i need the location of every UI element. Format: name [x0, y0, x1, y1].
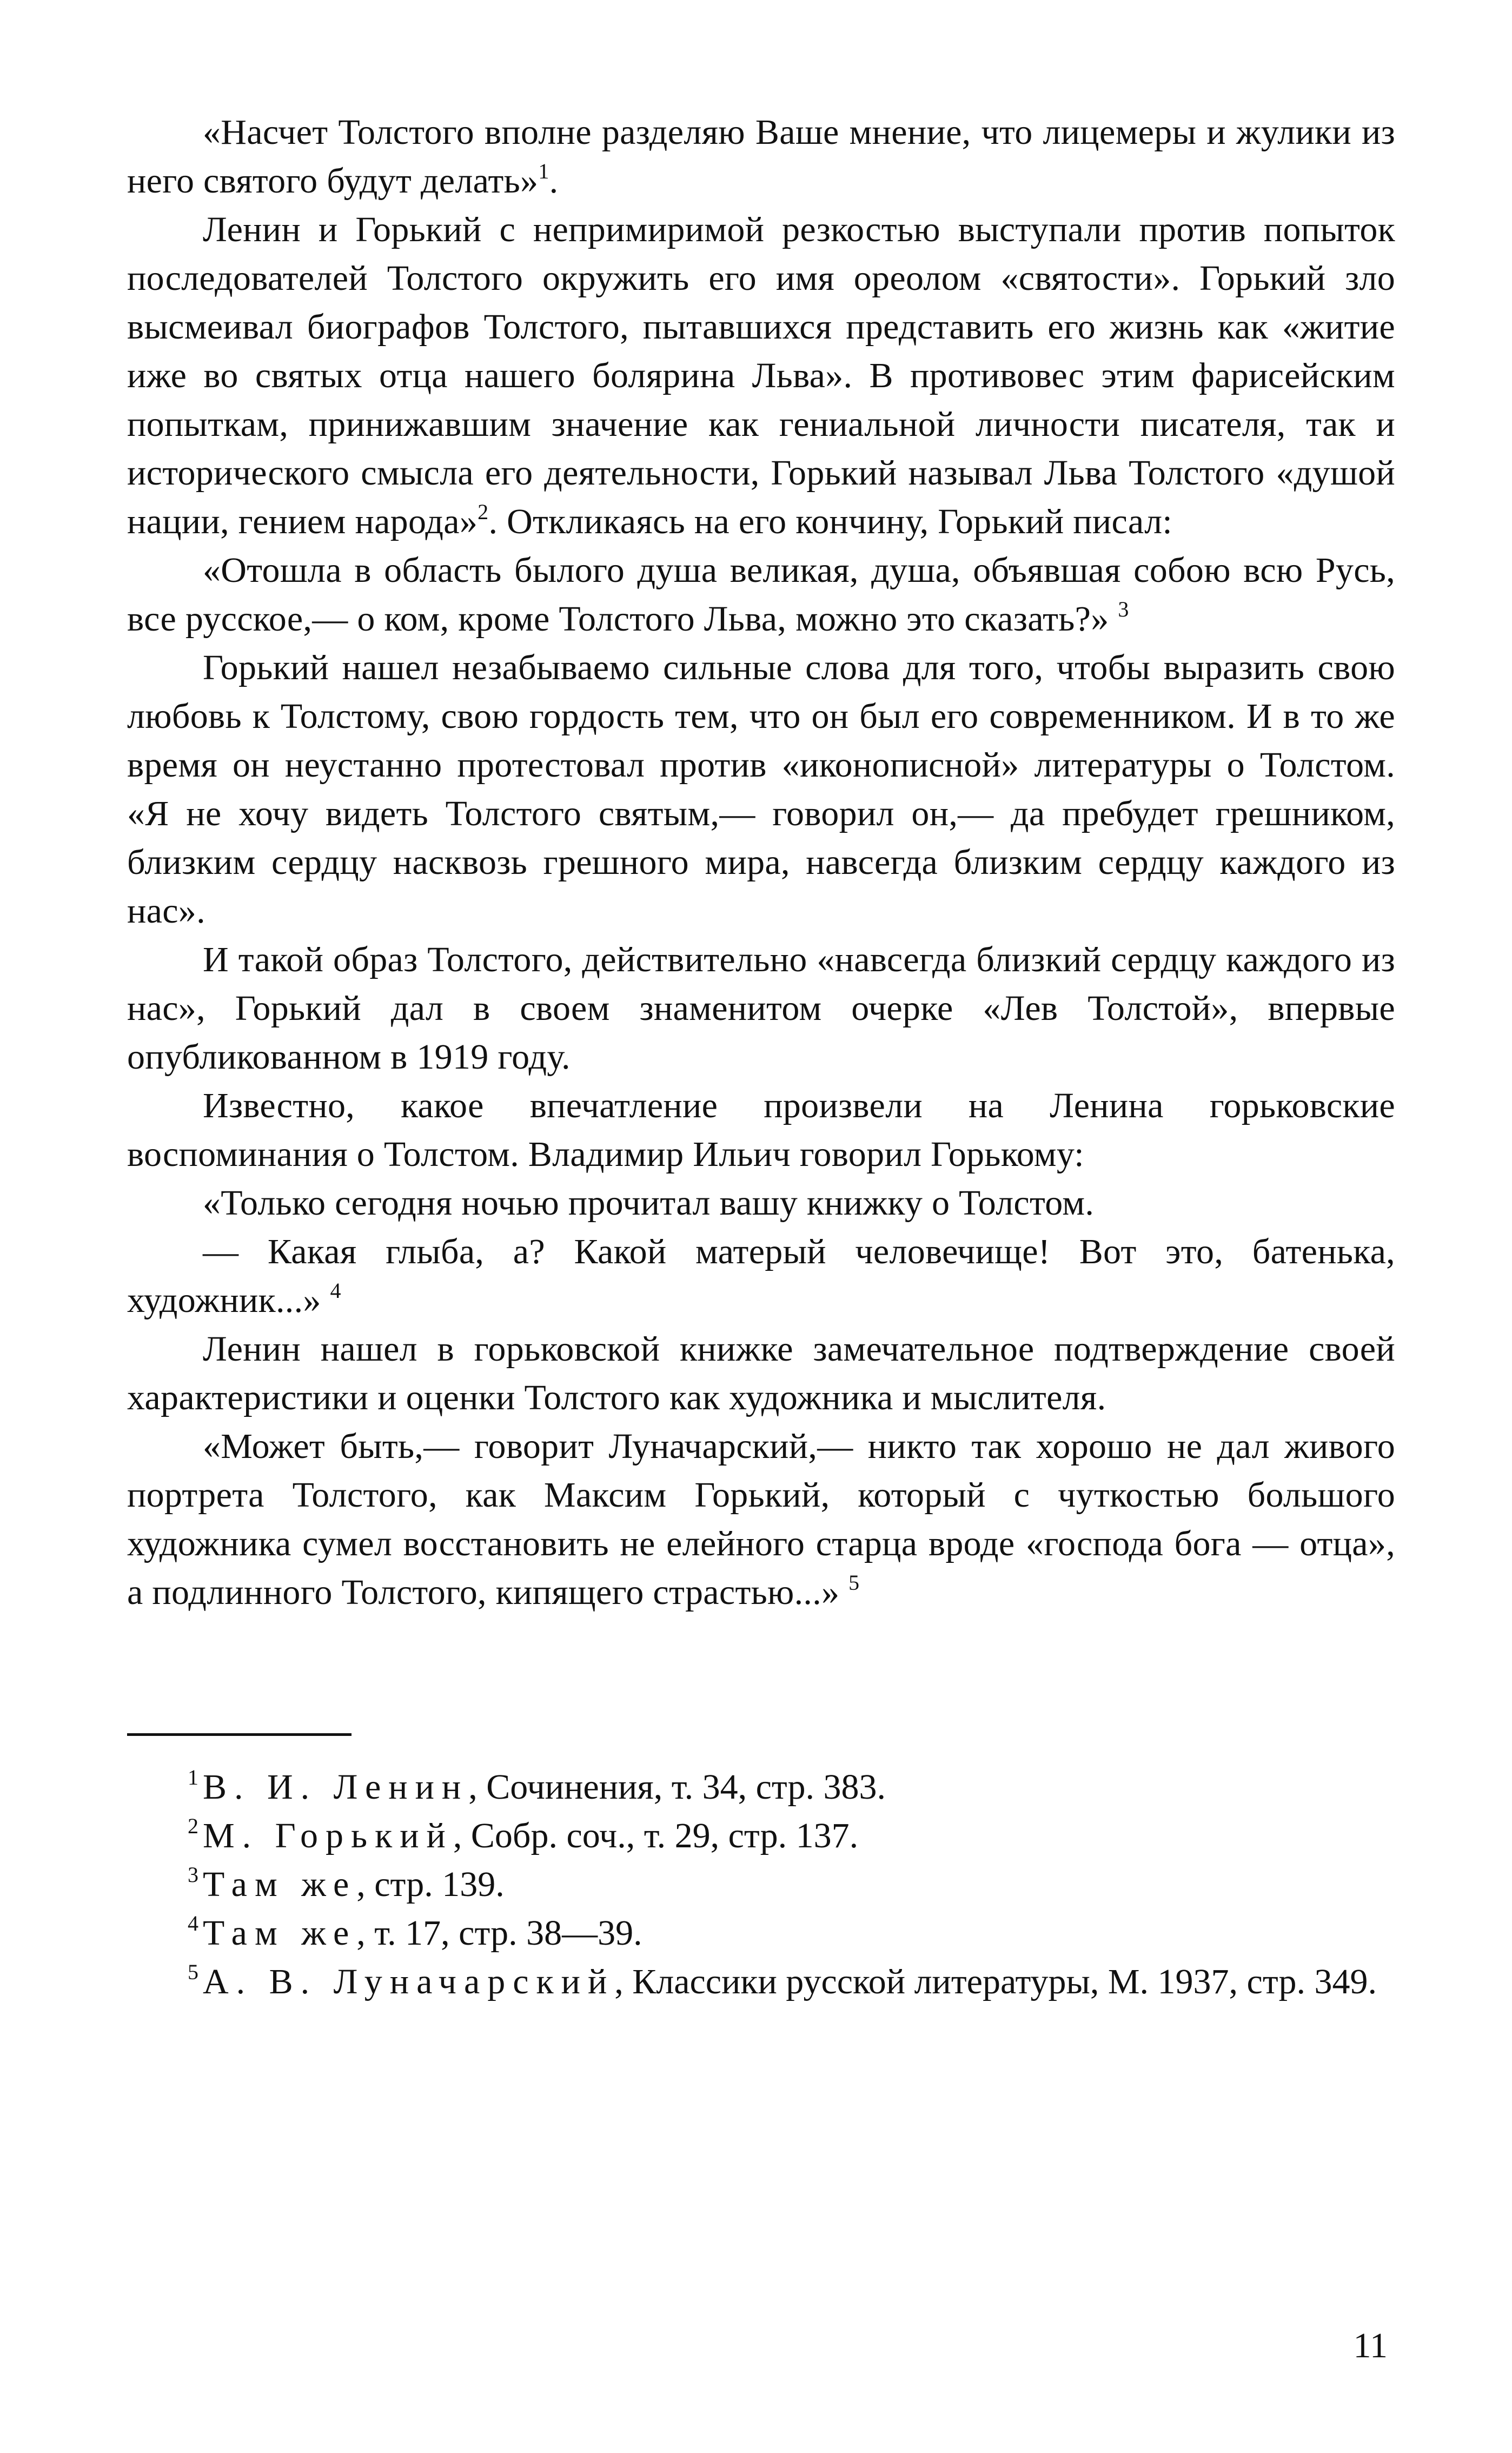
- footnote-ref[interactable]: 5: [848, 1570, 860, 1595]
- footnote-author: М. Горький: [203, 1816, 453, 1855]
- paragraph: И такой образ Толстого, действительно «навсегда близкий сердцу каждого из нас», Горький дал в своем знаменитом очерке «Лев Толстой», впервые опубликованном в 1919 году.: [127, 940, 1395, 1077]
- footnote: $^5$ А. В. Луначарский, Классики русской литературы, М. 1937, стр. 349.: [188, 1960, 1377, 2001]
- footnote-author: В. И. Ленин: [203, 1767, 469, 1807]
- paragraph: «Отошла в область былого душа великая, душа, объявшая собою всю Русь, все русское,— о ком, кроме Толстого Льва, можно это сказать?» $^3$: [127, 551, 1395, 639]
- footnote: $^4$ Там же, т. 17, стр. 38—39.: [188, 1911, 642, 1953]
- paragraph: Ленин и Горький с непримиримой резкостью выступали против попыток последователей Толстого окружить его имя ореолом «святости». Горький зло высмеивал биографов Толстого, пытавшихся представить его жизнь как «житие иже во святых отца нашего болярина Льва». В противовес этим фарисейским попыткам, принижавшим значение как гениальной личности писателя, так и исторического смысла его деятельности, Горький называл Льва Толстого «душой нации, гением народа»$^2$. Откликаясь на его кончину, Горький писал:: [127, 210, 1395, 541]
- footnote-number: 5: [188, 1960, 198, 1984]
- paragraph: Ленин нашел в горьковской книжке замечательное подтверждение своей характеристики и оценки Толстого как художника и мыслителя.: [127, 1329, 1395, 1417]
- paragraph: «Только сегодня ночью прочитал вашу книжку о Толстом.: [203, 1183, 1095, 1223]
- paragraph: Известно, какое впечатление произвели на Ленина горьковские воспоминания о Толстом. Владимир Ильич говорил Горькому:: [127, 1086, 1395, 1174]
- footnote-ref[interactable]: 3: [1118, 597, 1129, 621]
- main-text: [127, 108, 1395, 1617]
- footnote-number: 2: [188, 1814, 198, 1838]
- paragraph: Горький нашел незабываемо сильные слова для того, чтобы выразить свою любовь к Толстому, свою гордость тем, что он был его современником. И в то же время он неустанно протестовал против «иконописной» литературы о Толстом. «Я не хочу видеть Толстого святым,— говорил он,— да пребудет грешником, близким сердцу насквозь грешного мира, навсегда близким сердцу каждого из нас».: [127, 648, 1395, 931]
- page-body: [127, 108, 1395, 1617]
- page-number: 11: [1353, 2326, 1388, 2365]
- footnote-number: 3: [188, 1862, 198, 1887]
- footnote-author: А. В. Луначарский: [203, 1962, 615, 2001]
- footnote-separator: [127, 1733, 352, 1736]
- footnote: $^2$ М. Горький, Собр. соч., т. 29, стр. 137.: [188, 1814, 859, 1855]
- footnote-author: Там же: [203, 1865, 357, 1904]
- footnote-number: 4: [188, 1911, 198, 1935]
- footnote: $^3$ Там же, стр. 139.: [188, 1862, 505, 1904]
- footnote-author: Там же: [203, 1913, 357, 1953]
- footnote-ref[interactable]: 1: [538, 159, 549, 183]
- paragraph: — Какая глыба, а? Какой матерый человечище! Вот это, батенька, художник...» $^4$: [127, 1232, 1395, 1320]
- footnote-ref[interactable]: 2: [478, 500, 489, 524]
- paragraph: «Может быть,— говорит Луначарский,— никто так хорошо не дал живого портрета Толстого, как Максим Горький, который с чуткостью большого художника сумел восстановить не елейного старца вроде «господа бога — отца», а подлинного Толстого, кипящего страстью...» $^5$: [127, 1427, 1395, 1612]
- footnote-ref[interactable]: 4: [330, 1278, 341, 1303]
- paragraph: «Насчет Толстого вполне разделяю Ваше мнение, что лицемеры и жулики из него святого будут делать»$^1$.: [127, 112, 1395, 201]
- footnotes: [127, 1763, 1395, 2006]
- footnote: $^1$ В. И. Ленин, Сочинения, т. 34, стр. 383.: [188, 1765, 886, 1807]
- footnote-number: 1: [188, 1765, 198, 1789]
